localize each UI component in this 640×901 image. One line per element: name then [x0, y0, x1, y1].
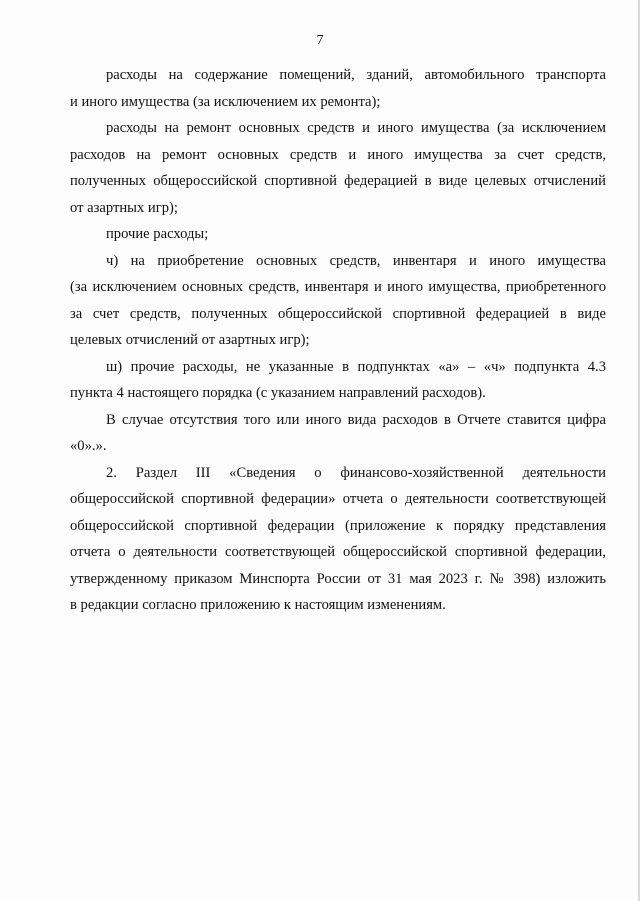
- text-line: (за исключением основных средств, инвентаря и иного имущества, приобретенного: [70, 279, 606, 295]
- text-line: за счет средств, полученных общероссийской спортивной федерацией в виде: [70, 305, 606, 322]
- paragraph-zero-rule: [70, 407, 606, 460]
- text-line: от азартных игр);: [70, 199, 178, 216]
- text-line: полученных общероссийской спортивной федерацией в виде целевых отчислений: [70, 173, 606, 189]
- text-line: расходы на ремонт основных средств и иного имущества (за исключением: [106, 120, 606, 136]
- paragraph-other-expenses: [70, 221, 606, 248]
- document-body: [70, 62, 606, 619]
- text-line: «0».».: [70, 438, 107, 454]
- text-line: в редакции согласно приложению к настоящим изменениям.: [70, 597, 446, 613]
- page-number: 7: [316, 33, 324, 48]
- paragraph-item-sh: [70, 354, 606, 407]
- paragraph-section-three: [70, 460, 606, 619]
- paragraph-maintenance-expenses: [70, 62, 606, 115]
- paragraph-repair-expenses: [70, 115, 606, 221]
- paragraph-item-ch: [70, 248, 606, 354]
- text-line: расходы на содержание помещений, зданий, автомобильного транспорта: [106, 67, 606, 83]
- text-line: прочие расходы;: [106, 226, 209, 242]
- text-line: ч) на приобретение основных средств, инвентаря и иного имущества: [106, 252, 606, 269]
- text-line: целевых отчислений от азартных игр);: [70, 332, 310, 348]
- text-line: В случае отсутствия того или иного вида расходов в Отчете ставится цифра: [106, 411, 606, 428]
- text-line: общероссийской спортивной федерации» отчета о деятельности соответствующей: [70, 491, 606, 507]
- text-line: пункта 4 настоящего порядка (с указанием направлений расходов).: [70, 385, 486, 401]
- text-line: ш) прочие расходы, не указанные в подпунктах «а» – «ч» подпункта 4.3: [106, 358, 606, 375]
- text-line: отчета о деятельности соответствующей общероссийской спортивной федерации,: [70, 544, 606, 560]
- text-line: 2. Раздел III «Сведения о финансово-хозяйственной деятельности: [106, 464, 606, 481]
- text-line: и иного имущества (за исключением их ремонта);: [70, 93, 381, 110]
- text-line: утвержденному приказом Минспорта России от 31 мая 2023 г. № 398) изложить: [70, 570, 606, 587]
- text-line: расходов на ремонт основных средств и иного имущества за счет средств,: [70, 146, 606, 163]
- text-line: общероссийской спортивной федерации (приложение к порядку представления: [70, 517, 606, 534]
